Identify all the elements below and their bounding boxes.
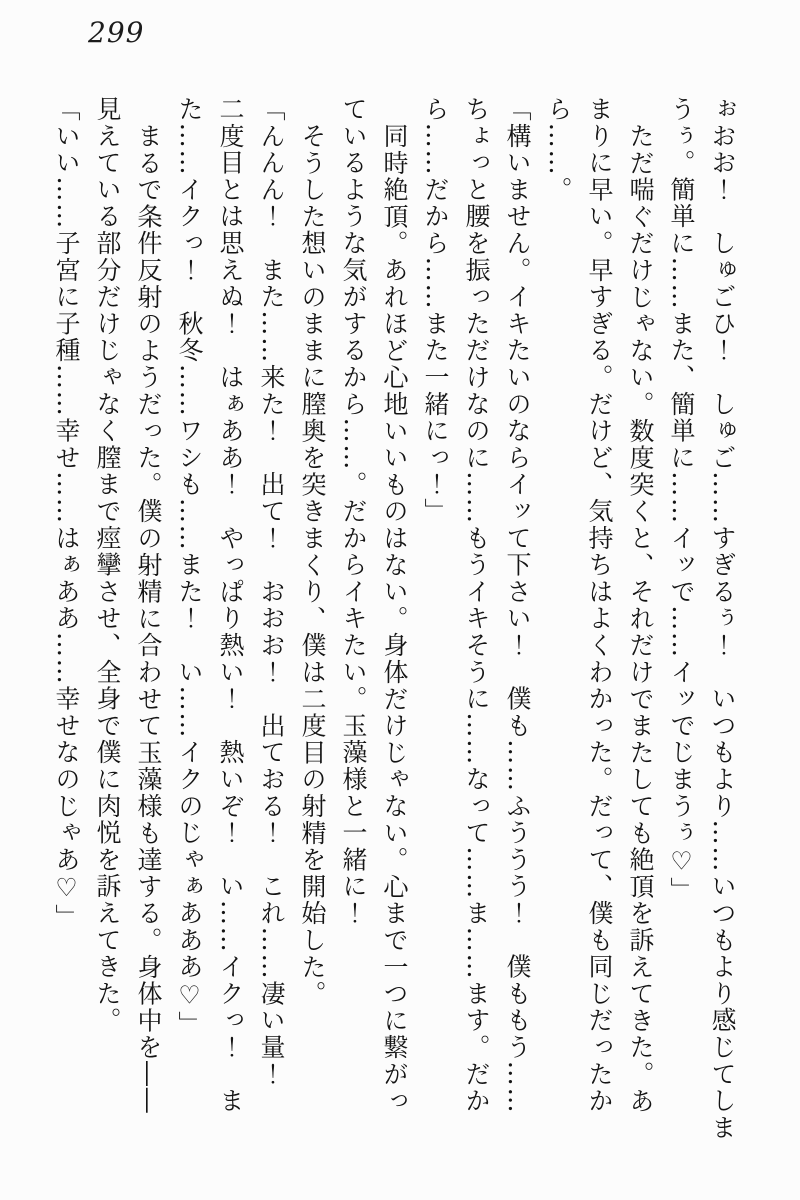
page-text <box>45 96 743 1142</box>
text-line: 二度目とは思えぬ！ はぁああ！ やっぱり熱い！ 熱いぞ！ い……イクっ！ ま <box>216 96 245 1115</box>
text-line: ただ喘ぐだけじゃない。数度突くと、それだけでまたしても絶頂を訴えてきた。あ <box>626 123 655 1115</box>
paragraph <box>292 96 333 1142</box>
text-line: まりに早い。早すぎる。だけど、気持ちはよくわかった。だって、僕も同じだったか <box>585 96 614 1115</box>
text-line: ちょっと腰を振っただけなのに……もうイキそうに……なって……ま……ます。だか <box>462 96 491 1115</box>
text-line: 「構いません。イキたいのならイッて下さい！ 僕も……ふううう！ 僕ももう…… <box>503 96 532 1115</box>
text-line: そうした想いのままに膣奥を突きまくり、僕は二度目の射精を開始した。 <box>298 123 327 1008</box>
text-line: うぅ。簡単に……また、簡単に……イッで……イッでじまうぅ♡」 <box>667 96 696 904</box>
paragraph <box>333 96 415 1142</box>
paragraph <box>169 96 292 1142</box>
text-line: ら……だから……また一緒にっ！」 <box>421 96 450 525</box>
text-line: ら……。 <box>544 96 573 204</box>
text-line: ているような気がするから……。だからイキたい。玉藻様と一緒に！ <box>339 96 368 927</box>
paragraph <box>661 96 743 1142</box>
paragraph <box>415 96 538 1142</box>
page-number: 299 <box>88 16 145 49</box>
text-line: 「いい……子宮に子種……幸せ……はぁああ……幸せなのじゃあ♡」 <box>52 96 81 931</box>
paragraph <box>538 96 661 1142</box>
text-line: 見えている部分だけじゃなく膣まで痙攣させ、全身で僕に肉悦を訴えてきた。 <box>93 96 122 1034</box>
text-line: ぉおお！ しゅごひ！ しゅご……すぎるぅ！ いつもより……いつもより感じてしま <box>708 96 737 1142</box>
text-line: 「んんん！ また……来た！ 出て！ おおお！ 出ておる！ これ……凄い量！ <box>257 96 286 1088</box>
text-line: 同時絶頂。あれほど心地いいものはない。身体だけじゃない。心まで一つに繋がっ <box>380 123 409 1115</box>
paragraph <box>87 96 169 1142</box>
paragraph <box>46 96 87 1142</box>
text-line: た……イクっ！ 秋冬……ワシも……また！ い……イクのじゃぁあああ♡」 <box>175 96 204 1038</box>
text-line: まるで条件反射のようだった。僕の射精に合わせて玉藻様も達する。身体中を―― <box>134 123 163 1115</box>
